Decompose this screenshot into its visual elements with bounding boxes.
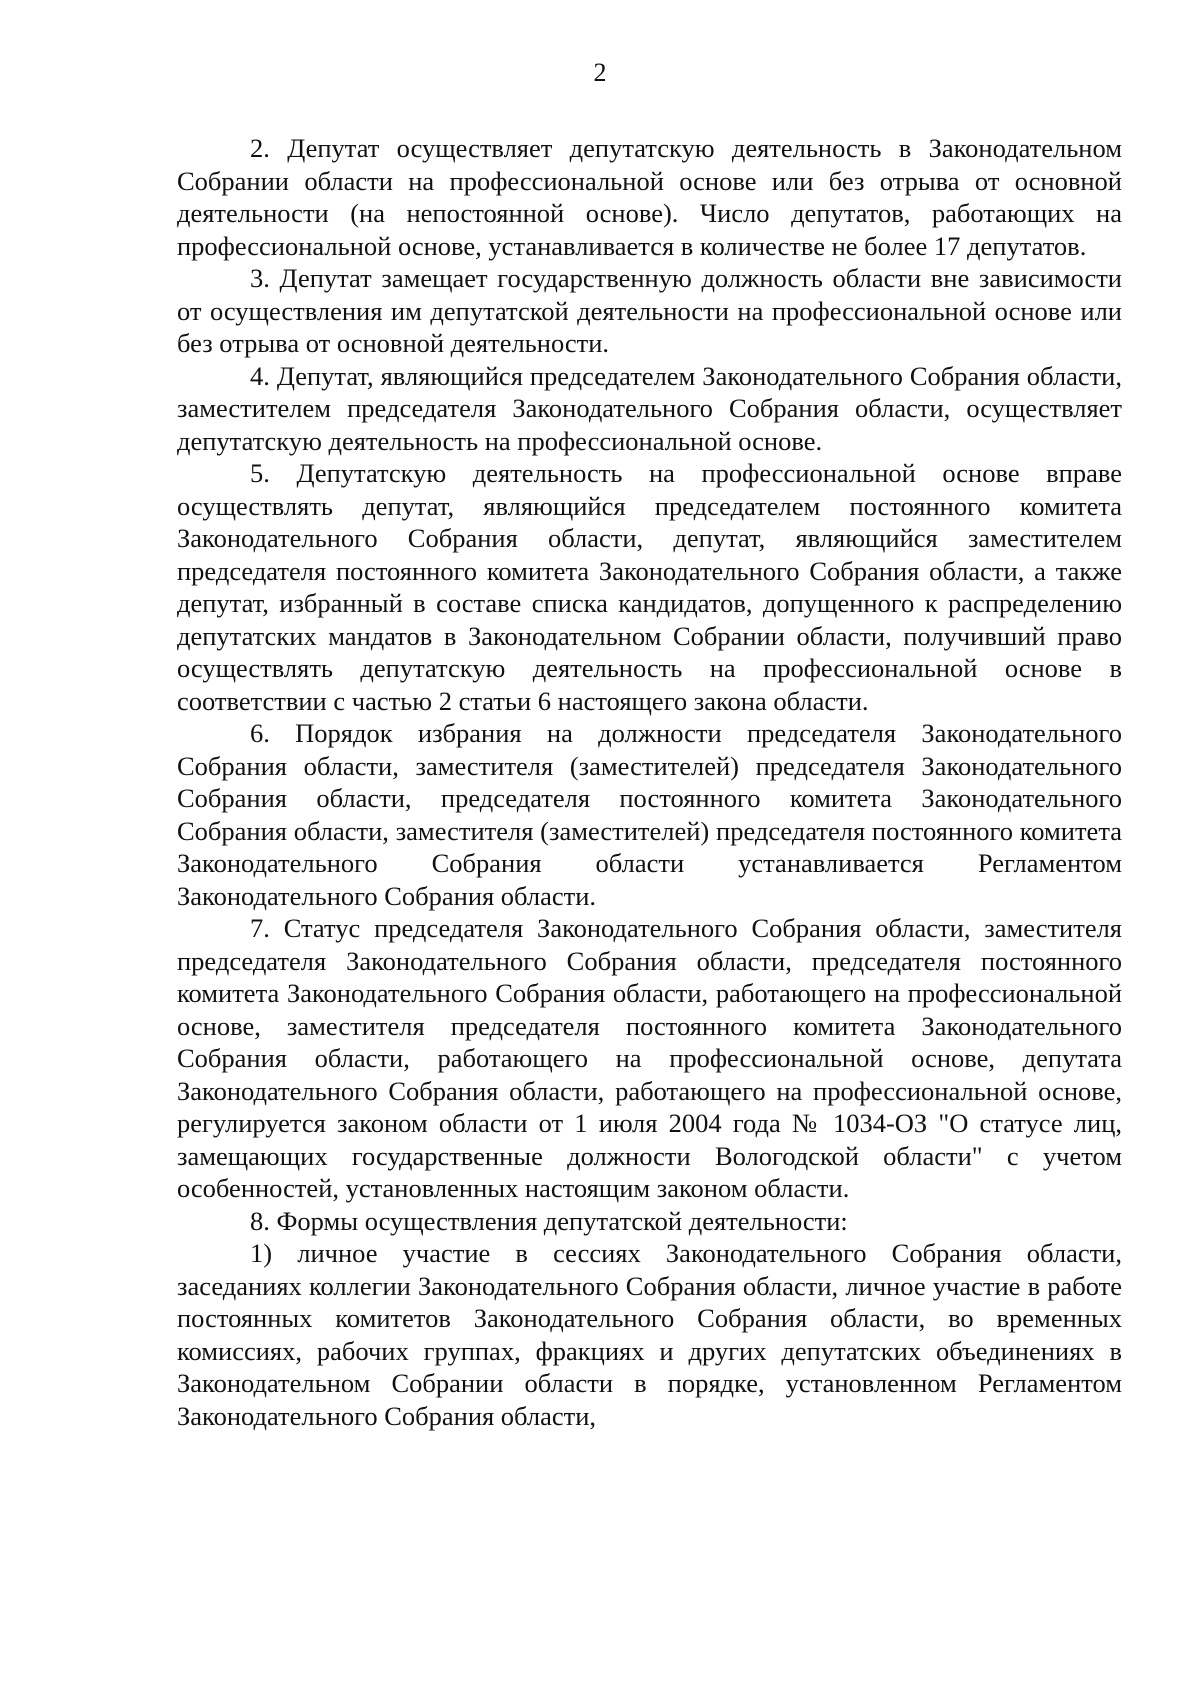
paragraph-4: 4. Депутат, являющийся председателем Законодательного Собрания области, заместителем председателя Законодательного Собрания области, осуществляет депутатскую деятельность на профессиональной основе. — [177, 360, 1122, 456]
paragraph-8-item-1: 1) личное участие в сессиях Законодательного Собрания области, заседаниях коллегии Законодательного Собрания области, личное участие в работе постоянных комитетов Законодательного Собрания области, во временных комиссиях, рабочих группах, фракциях и других депутатских объединениях в Законодательном Собрании области в порядке, установленном Регламентом Законодательного Собрания области, — [177, 1238, 1122, 1431]
paragraph-2: 2. Депутат осуществляет депутатскую деятельность в Законодательном Собрании области на профессиональной основе или без отрыва от основной деятельности (на непостоянной основе). Число депутатов, работающих на профессиональной основе, устанавливается в количестве не более 17 депутатов. — [177, 133, 1122, 261]
paragraph-5: 5. Депутатскую деятельность на профессиональной основе вправе осуществлять депутат, являющийся председателем постоянного комитета Законодательного Собрания области, депутат, являющийся заместителем председателя постоянного комитета Законодательного Собрания области, а также депутат, избранный в составе списка кандидатов, допущенного к распределению депутатских мандатов в Законодательном Собрании области, получивший право осуществлять депутатскую деятельность на профессиональной основе в соответствии с частью 2 статьи 6 настоящего закона области. — [177, 458, 1122, 716]
paragraph-3: 3. Депутат замещает государственную должность области вне зависимости от осуществления им депутатской деятельности на профессиональной основе или без отрыва от основной деятельности. — [177, 263, 1122, 358]
page-number: 2 — [593, 58, 607, 87]
paragraph-8: 8. Формы осуществления депутатской деятельности: — [250, 1205, 848, 1236]
paragraph-6: 6. Порядок избрания на должности председателя Законодательного Собрания области, заместителя (заместителей) председателя Законодательного Собрания области, председателя постоянного комитета Законодательного Собрания области, заместителя (заместителей) председателя постоянного комитета Законодательного Собрания области устанавливается Регламентом Законодательного Собрания области. — [177, 718, 1122, 911]
document-body — [177, 132, 1122, 1432]
paragraph-7: 7. Статус председателя Законодательного Собрания области, заместителя председателя Законодательного Собрания области, председателя постоянного комитета Законодательного Собрания области, работающего на профессиональной основе, заместителя председателя постоянного комитета Законодательного Собрания области, работающего на профессиональной основе, депутата Законодательного Собрания области, работающего на профессиональной основе, регулируется законом области от 1 июля 2004 года № 1034-ОЗ "О статусе лиц, замещающих государственные должности Вологодской области" с учетом особенностей, установленных настоящим законом области. — [177, 913, 1122, 1203]
